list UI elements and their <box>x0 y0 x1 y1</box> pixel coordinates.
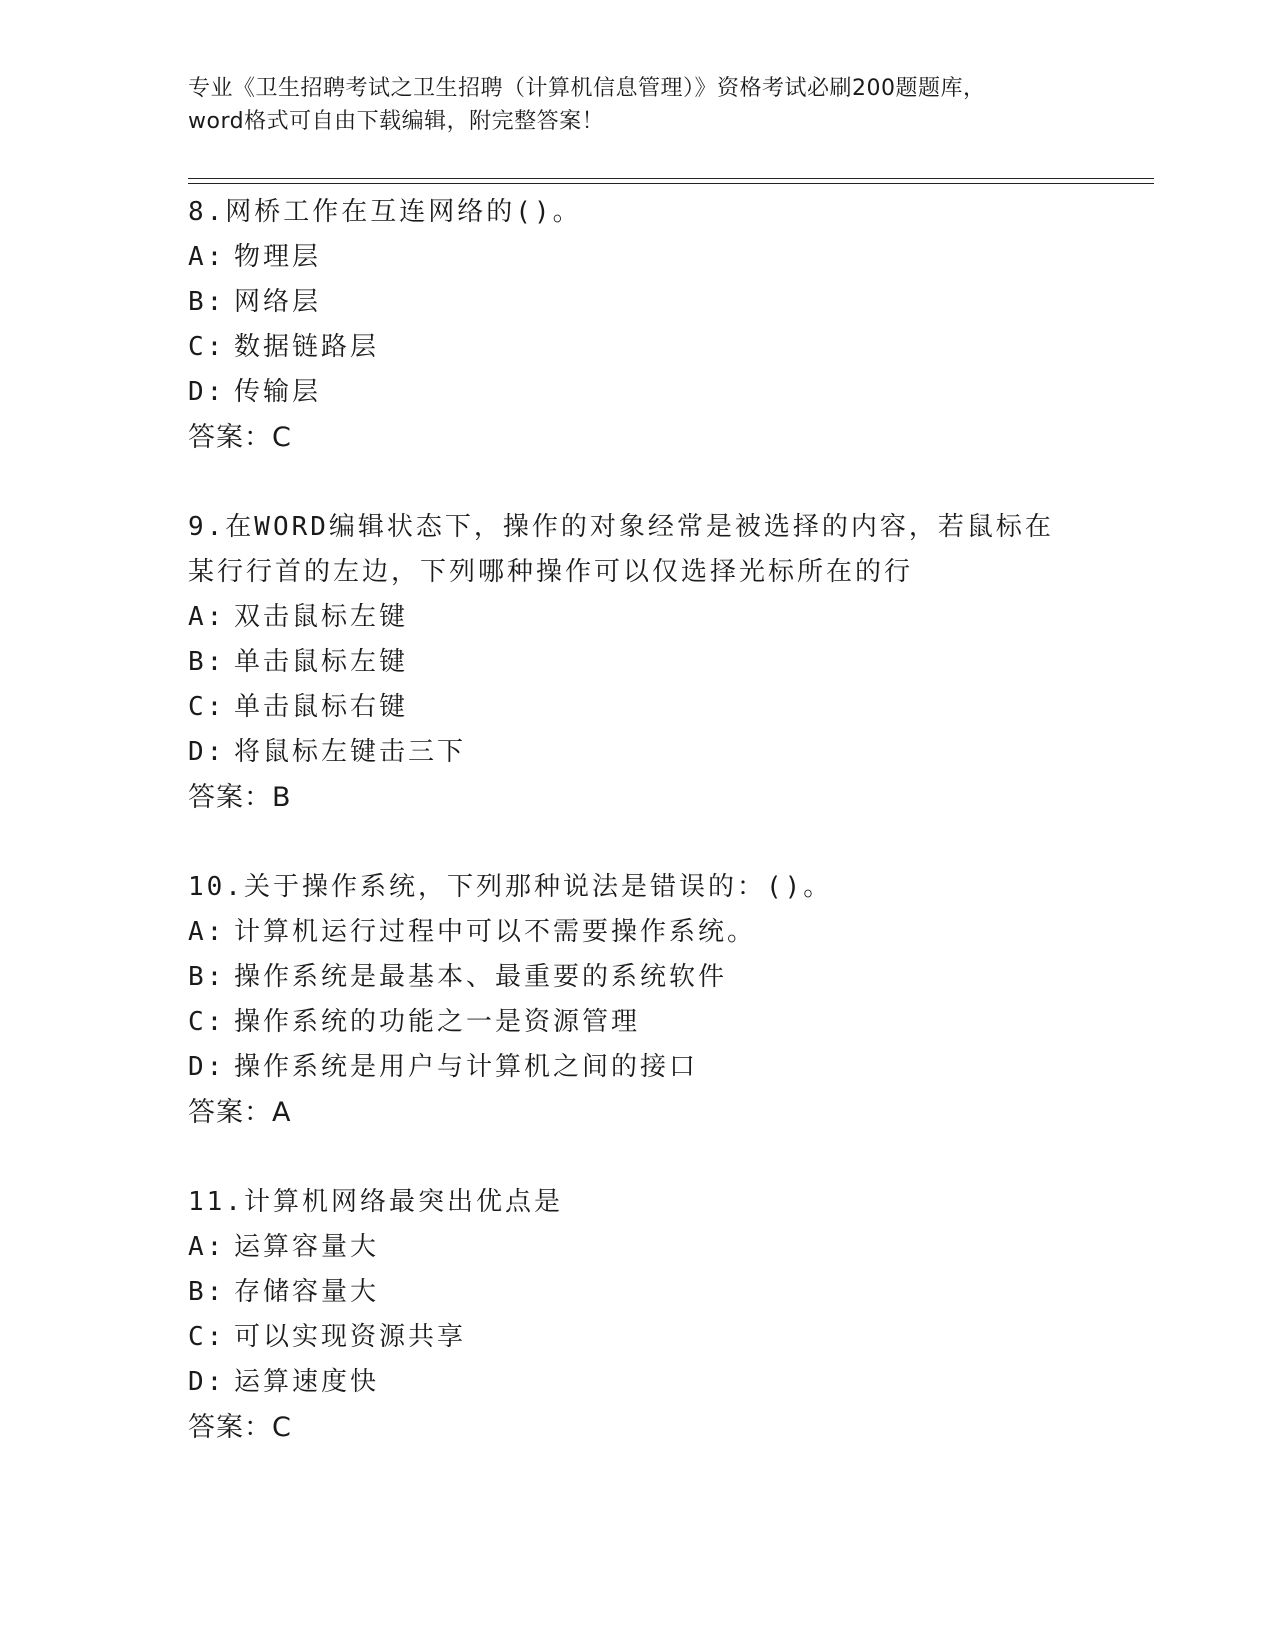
option-key: D: <box>188 1052 226 1082</box>
option-a <box>188 1225 1108 1270</box>
option-text: 传输层 <box>234 377 322 407</box>
question-stem: 8.网桥工作在互连网络的()。 <box>188 197 582 227</box>
option-key: D: <box>188 377 226 407</box>
option-key: B: <box>188 647 226 677</box>
option-b <box>188 280 1108 325</box>
question-stem: 11.计算机网络最突出优点是 <box>188 1187 563 1217</box>
option-key: D: <box>188 737 226 767</box>
question-stem: 10.关于操作系统，下列那种说法是错误的：()。 <box>188 872 833 902</box>
option-d <box>188 370 1108 415</box>
option-d <box>188 1360 1108 1405</box>
header-line-2: word格式可自由下载编辑，附完整答案！ <box>188 109 605 134</box>
option-b <box>188 1270 1108 1315</box>
option-c <box>188 325 1108 370</box>
option-a <box>188 595 1108 640</box>
answer-line: 答案：B <box>188 782 292 813</box>
option-d <box>188 1045 1108 1090</box>
option-b <box>188 640 1108 685</box>
option-key: C: <box>188 1322 226 1352</box>
option-text: 单击鼠标左键 <box>234 647 409 677</box>
header-line-1: 专业《卫生招聘考试之卫生招聘（计算机信息管理）》资格考试必刷200题题库， <box>188 76 986 101</box>
answer-line: 答案：C <box>188 422 292 453</box>
question-stem: 9.在WORD编辑状态下，操作的对象经常是被选择的内容，若鼠标在某行行首的左边，下列哪种操作可以仅选择光标所在的行 <box>188 512 1054 587</box>
option-text: 数据链路层 <box>234 332 380 362</box>
option-b <box>188 955 1108 1000</box>
option-key: B: <box>188 1277 226 1307</box>
option-text: 存储容量大 <box>234 1277 380 1307</box>
option-key: B: <box>188 962 226 992</box>
option-a <box>188 235 1108 280</box>
option-text: 操作系统的功能之一是资源管理 <box>234 1007 641 1037</box>
option-text: 操作系统是用户与计算机之间的接口 <box>234 1052 699 1082</box>
option-key: A: <box>188 1232 226 1262</box>
option-key: B: <box>188 287 226 317</box>
answer-line: 答案：A <box>188 1097 292 1128</box>
header-double-rule <box>188 178 1154 184</box>
option-text: 操作系统是最基本、最重要的系统软件 <box>234 962 728 992</box>
option-c <box>188 685 1108 730</box>
option-c <box>188 1000 1108 1045</box>
option-a <box>188 910 1108 955</box>
option-text: 将鼠标左键击三下 <box>234 737 467 767</box>
option-c <box>188 1315 1108 1360</box>
option-text: 可以实现资源共享 <box>234 1322 467 1352</box>
option-text: 双击鼠标左键 <box>234 602 409 632</box>
option-key: A: <box>188 917 226 947</box>
option-d <box>188 730 1108 775</box>
option-key: C: <box>188 692 226 722</box>
option-text: 运算容量大 <box>234 1232 380 1262</box>
option-key: A: <box>188 602 226 632</box>
option-key: C: <box>188 332 226 362</box>
question-11 <box>188 1180 1108 1450</box>
question-8 <box>188 190 1108 460</box>
question-list <box>188 190 1108 1495</box>
question-9 <box>188 505 1108 820</box>
option-text: 计算机运行过程中可以不需要操作系统。 <box>234 917 757 947</box>
option-key: C: <box>188 1007 226 1037</box>
question-10 <box>188 865 1108 1135</box>
option-text: 运算速度快 <box>234 1367 380 1397</box>
option-text: 网络层 <box>234 287 322 317</box>
option-key: A: <box>188 242 226 272</box>
document-header <box>188 72 1088 138</box>
option-key: D: <box>188 1367 226 1397</box>
option-text: 单击鼠标右键 <box>234 692 409 722</box>
option-text: 物理层 <box>234 242 322 272</box>
answer-line: 答案：C <box>188 1412 292 1443</box>
